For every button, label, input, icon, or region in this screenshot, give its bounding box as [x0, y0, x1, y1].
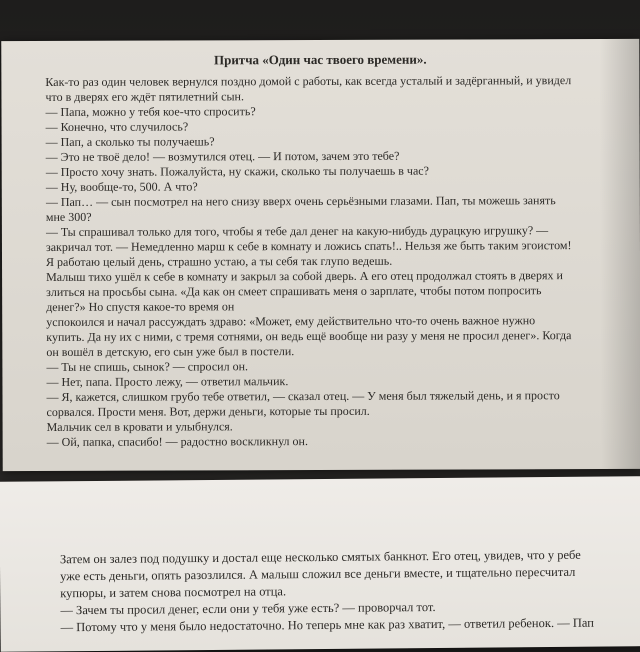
text-line: Малыш тихо ушёл к себе в комнату и закрыл за собой дверь. А его отец продолжал стоять в дверях и: [46, 268, 563, 284]
text-line: Затем он залез под подушку и достал еще несколько смятых банкнот. Его отец, увидев, что у ребе: [59, 547, 581, 567]
text-line: — Конечно, что случилось?: [45, 119, 189, 134]
text-line: — Потому что у меня было недостаточно. Но теперь мне как раз хватит, — ответил ребенок. — Пап: [60, 615, 594, 635]
text-line: денег?» Но спустя какое-то время он: [46, 299, 235, 314]
text-line: — Ой, папка, спасибо! — радостно воскликнул он.: [46, 434, 308, 449]
text-line: сорвался. Прости меня. Вот, держи деньги, которые ты просил.: [46, 403, 370, 419]
text-line: — Это не твоё дело! — возмутился отец. — И потом, зачем это тебе?: [45, 148, 400, 164]
text-line: что в дверях его ждёт пятилетний сын.: [45, 89, 244, 104]
bottom-page: [0, 476, 640, 652]
continuation-text: [60, 546, 640, 636]
text-line: — Пап, а сколько ты получаешь?: [45, 134, 215, 149]
text-line: Я работаю целый день, страшно устаю, а ты себя так глупо ведешь.: [45, 253, 393, 269]
text-line: — Ты спрашивал только для того, чтобы я тебе дал денег на какую-нибудь дурацкую игрушку? —: [45, 223, 549, 239]
text-line: Мальчик сел в кровати и улыбнулся.: [46, 419, 233, 434]
text-line: — Пап… — сын посмотрел на него снизу вверх очень серьёзными глазами. Пап, ты можешь занять: [45, 193, 556, 209]
text-line: злиться на просьбы сына. «Да как он смеет спрашивать меня о зарплате, чтобы потом попросить: [46, 283, 542, 299]
text-line: купюры, и затем снова посмотрел на отца.: [60, 584, 287, 601]
text-line: — Я, кажется, слишком грубо тебе ответил, — сказал отец. — У меня был тяжелый день, и я просто: [46, 388, 560, 404]
top-page: [1, 39, 640, 471]
text-line: — Просто хочу знать. Пожалуйста, ну скажи, сколько ты получаешь в час?: [45, 163, 429, 179]
text-line: — Зачем ты просил денег, если они у тебя уже есть? — проворчал тот.: [60, 600, 436, 618]
text-line: закричал тот. — Немедленно марш к себе в комнату и ложись спать!.. Нельзя же быть таким эгоистом!: [45, 238, 572, 254]
text-line: — Папа, можно у тебя кое-что спросить?: [45, 104, 256, 119]
text-line: — Ну, вообще-то, 500. А что?: [45, 179, 198, 194]
text-line: купить. Да ну их с ними, с тремя сотнями, он ведь ещё вообще ни разу у меня не просил денег». Когда: [46, 328, 572, 344]
page-title: Притча «Один час твоего времени».: [213, 51, 427, 68]
text-line: уже есть деньги, опять разозлился. А малыш сложил все деньги вместе, и тщательно пересчитал: [60, 564, 576, 584]
text-line: — Ты не спишь, сынок? — спросил он.: [46, 359, 249, 374]
text-line: мне 300?: [45, 209, 92, 224]
text-line: успокоился и начал рассуждать здраво: «Может, ему действительно что-то очень важное нужно: [46, 313, 536, 329]
text-line: он вошёл в детскую, его сын уже был в постели.: [46, 344, 295, 359]
text-line: — Нет, папа. Просто лежу, — ответил мальчик.: [46, 374, 289, 389]
parable-text: [45, 73, 640, 450]
text-line: Как-то раз один человек вернулся поздно домой с работы, как всегда усталый и задёрганный, и увидел: [45, 73, 572, 89]
